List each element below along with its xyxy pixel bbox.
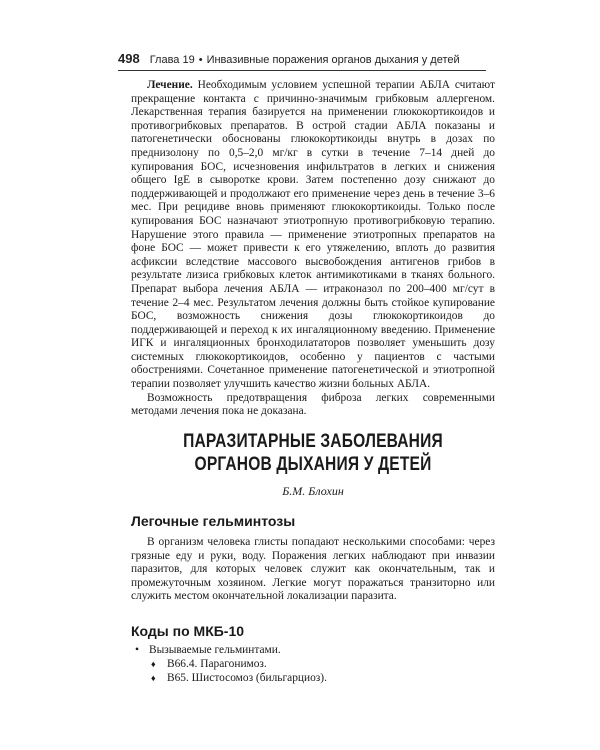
diamond-bullet-icon: ♦	[151, 658, 156, 669]
icd-sub-item	[131, 658, 495, 672]
helminthoses-heading: Легочные гельминтозы	[131, 513, 296, 529]
header-separator: •	[198, 54, 203, 66]
diamond-bullet-icon: ♦	[151, 672, 156, 683]
icd-item	[131, 644, 495, 658]
helminthoses-section	[131, 536, 495, 604]
chapter-label: Глава 19	[149, 54, 195, 66]
section-author: Б.М. Блохин	[282, 484, 344, 498]
icd-list	[131, 644, 495, 685]
section-title	[164, 430, 462, 476]
treatment-lead: Лечение.	[147, 79, 193, 91]
icd-sub-item-text: B65. Шистосомоз (бильгарциоз).	[167, 671, 327, 684]
bullet-icon: •	[135, 644, 139, 656]
section-title-line-2: ОРГАНОВ ДЫХАНИЯ У ДЕТЕЙ	[194, 454, 432, 475]
treatment-paragraph	[131, 79, 495, 392]
treatment-section	[131, 79, 495, 419]
icd-sub-item-text: B66.4. Парагонимоз.	[167, 657, 267, 670]
page-number: 498	[118, 51, 140, 66]
chapter-title: Инвазивные поражения органов дыхания у детей	[206, 54, 460, 66]
icd-heading: Коды по МКБ-10	[131, 623, 245, 639]
icd-sub-item	[131, 672, 495, 686]
treatment-text: Необходимым условием успешной терапии АБЛА считают прекращение контакта с причинно-значимым грибковым аллергеном. Лекарственная терапия базируется на применении глюкокортикоидов и противогрибковых препаратов. В острой стадии АБЛА показаны и патогенетически обоснованы глюкокортикоиды внутрь в дозах по преднизолону по 0,5–2,0 мг/кг в сутки в течение 7–14 дней до купирования БОС, исчезновения инфильтратов в легких и снижения общего IgE в сыворотке крови. Затем постепенно дозу снижают до поддерживающей и продолжают его применение через день в течение 3–6 мес. При рецидиве вновь применяют глюкокортикоиды. Только после купирования БОС назначают этиотропную противогрибковую терапию. Нарушение этого правила — применение этиотропных препаратов на фоне БОС — может привести к его утяжелению, вплоть до развития асфиксии вследствие массового высвобождения антигенов грибов в результате лизиса грибковых клеток антимикотиками в тканях больного. Препарат выбора лечения АБЛА — итраконазол по 200–400 мг/сут в течение 2–4 мес. Результатом лечения должны быть стойкое купирование БОС, возможность снижения дозы глюкокортикоидов до поддерживающей и переход к их ингаляционному введению. Применение ИГК и ингаляционных бронходилататоров позволяет уменьшить дозу системных глюкокортикоидов, особенно у пациентов с частыми обострениями. Сочетанное применение патогенетической и этиотропной терапии позволяет улучшить качество жизни больных АБЛА.	[131, 79, 495, 391]
section-title-line-1: ПАРАЗИТАРНЫЕ ЗАБОЛЕВАНИЯ	[183, 431, 443, 452]
helminthoses-paragraph: В организм человека глисты попадают несколькими способами: через грязные еду и руки, воду. Поражения легких наблюдают при инвазии паразитов, для которых человек служит как окончательным, так и промежуточным хозяином. Легкие могут поражаться транзиторно или служить местом окончательной локализации паразита.	[131, 536, 495, 603]
fibrosis-paragraph: Возможность предотвращения фиброза легких современными методами лечения пока не доказана.	[131, 391, 495, 418]
icd-item-text: Вызываемые гельминтами.	[149, 644, 281, 656]
header-rule	[118, 70, 486, 71]
running-header	[118, 52, 486, 66]
